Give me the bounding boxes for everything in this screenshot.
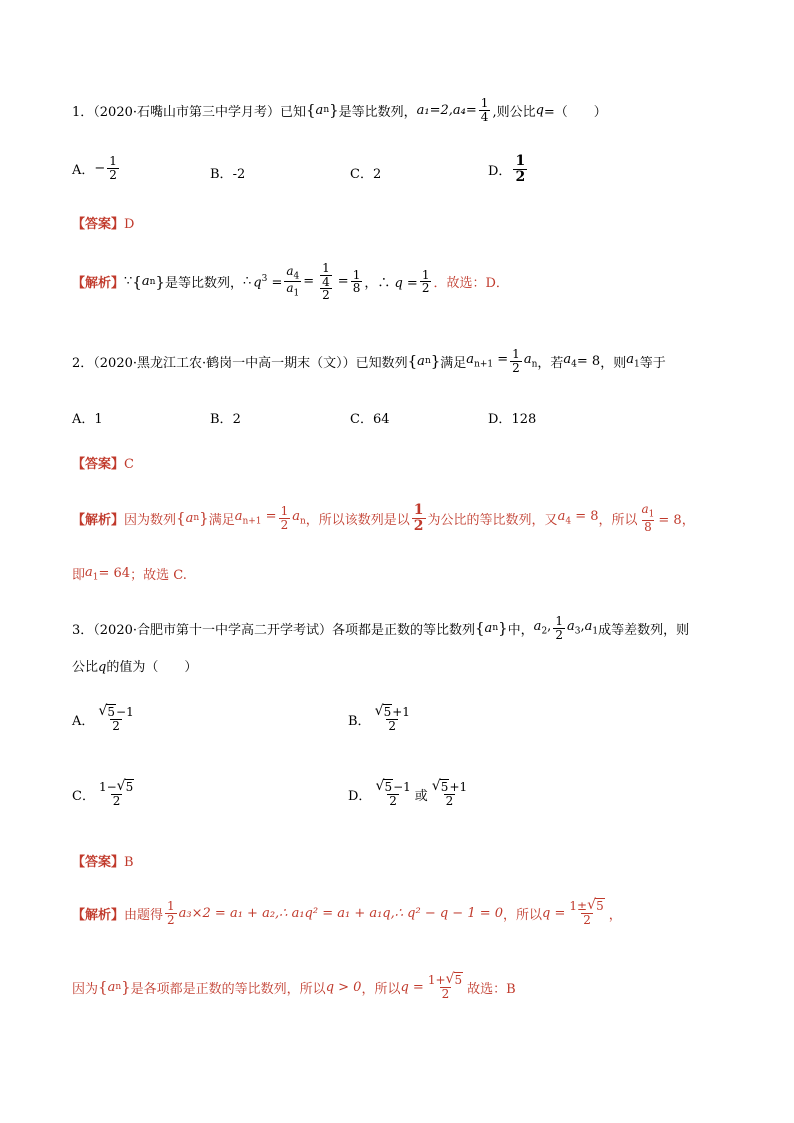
q2-option-b: B．2: [210, 412, 241, 427]
q1-answer: 【答案】D: [72, 217, 135, 232]
q1-option-d: D． $\frac{1}{2}$: [488, 153, 526, 185]
q1-stem-mid: 是等比数列，: [338, 104, 417, 120]
q3-option-c: C． 1− √ 5 2: [72, 778, 134, 808]
q1-blank: =（ ）: [543, 104, 607, 120]
q1-option-c: C．2: [350, 167, 382, 182]
q3-option-d: D． √ 5−1 2 或 √ 5+1 2: [348, 778, 468, 808]
seq-symbol: a: [315, 102, 324, 118]
q3-stem-line2: 公比q的值为（ ）: [72, 660, 198, 675]
q3-option-a: A． √ 5−1 2: [72, 703, 134, 733]
q1-condition: a₁=2,a₄=: [416, 102, 477, 118]
q1-stem: 1．（2020·石嘴山市第三中学月考）已知 { a n } 是等比数列， a₁=2,a₄= $\frac{1}{4}$ ,则公比 q =（ ）: [72, 96, 607, 124]
q2-option-c: C．64: [350, 412, 390, 427]
q3-stem: 3．（2020·合肥市第十一中学高二开学考试）各项都是正数的等比数列 { a n } 中， $a_2$, $\frac{1}{2}$ $a_3,a_1$ 成等差数列，则: [72, 614, 690, 642]
q3-analysis-line2: 因为 { a n } 是各项都是正数的等比数列，所以 q > 0 ，所以 q = 1+ √ 5 2 故选：B: [72, 971, 516, 1001]
q1-option-b: B．-2: [210, 167, 246, 182]
q2-option-d: D．128: [488, 412, 537, 427]
q1-analysis: 【解析】 ∵ { a n } 是等比数列， ∴ $q^3$ = $\frac{a_4}{a_1}$ = $\frac{\frac{1}{4}}{2}$ = $\frac{1}{8}$ ，∴ q = $\frac{1}{2}$ ．故选：D．: [72, 261, 509, 303]
q3-option-b: B． √ 5+1 2: [348, 703, 410, 733]
q2-option-a: A．1: [72, 412, 103, 427]
q2-answer: 【答案】C: [72, 457, 134, 472]
q1-stem-prefix: 1．（2020·石嘴山市第三中学月考）已知: [72, 104, 306, 120]
q1-option-a: A． − $\frac{1}{2}$: [72, 154, 117, 182]
q1-fraction: $\frac{1}{4}$: [480, 96, 489, 124]
q2-analysis-line2: 即 $a_1$ = 64 ；故选 C.: [72, 564, 187, 583]
q3-answer: 【答案】B: [72, 855, 134, 870]
q3-analysis: 【解析】 由题得 $\frac{1}{2}$ a₃×2 = a₁ + a₂,∴ a₁q² = a₁ + a₁q,∴ q² − q − 1 = 0 ，所以 q = 1± √ 5 2 ，: [72, 897, 622, 927]
q2-analysis: 【解析】 因为数列 { a n } 满足 $a_{n+1}$ = $\frac{1}{2}$ $a_n$ ，所以该数列是以 $\frac{1}{2}$ 为公比的等比数列，又 $a_4 = 8$ ，所以 $\frac{a_1}{8}$ = 8，: [72, 502, 695, 534]
q2-stem: 2．（2020·黑龙江工农·鹤岗一中高一期末（文））已知数列 { a n } 满足 $a_{n+1}$ = $\frac{1}{2}$ $a_n$ ，若 $a_4$ = 8 ，则 $a_1$ 等于: [72, 347, 666, 375]
